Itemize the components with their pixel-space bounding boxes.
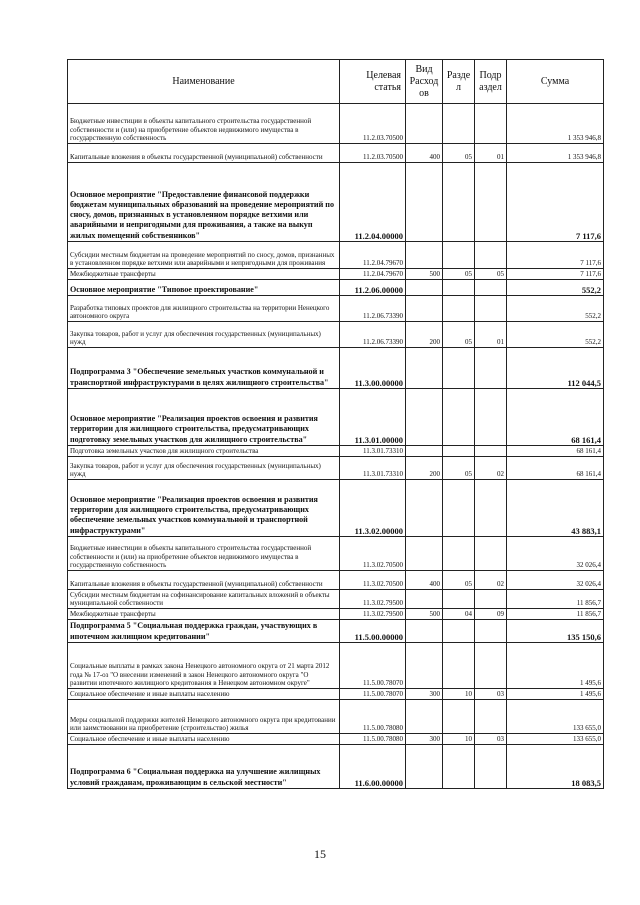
table-row [68,163,604,242]
row-target-article: 11.3.01.00000 [340,389,406,446]
row-sum: 1 495,6 [507,689,604,700]
row-name: Социальные выплаты в рамках закона Ненецкого автономного округа от 21 марта 2012 года № 17-оз "О внесении изменений в закон Ненецкого автономного округа "О развитии ипотечного жилищного кредитования в Ненецком автономном округе" [68,643,340,689]
row-expense-type: 300 [406,689,443,700]
table-row [68,620,604,643]
table-row [68,322,604,348]
row-section: 05 [443,457,475,480]
table-row [68,700,604,734]
row-section [443,745,475,789]
row-target-article: 11.3.02.70500 [340,537,406,571]
row-section: 05 [443,571,475,590]
row-expense-type [406,643,443,689]
row-sum: 68 161,4 [507,389,604,446]
row-sum: 133 655,0 [507,700,604,734]
row-subsection [475,620,507,643]
row-subsection [475,480,507,537]
row-expense-type [406,620,443,643]
row-expense-type [406,348,443,389]
table-row [68,269,604,280]
row-sum: 68 161,4 [507,446,604,457]
row-subsection: 01 [475,322,507,348]
row-subsection [475,163,507,242]
row-expense-type [406,389,443,446]
row-sum: 7 117,6 [507,163,604,242]
row-sum: 32 026,4 [507,537,604,571]
row-name: Закупка товаров, работ и услуг для обеспечения государственных (муниципальных) нужд [68,457,340,480]
row-target-article: 11.3.02.79500 [340,609,406,620]
row-expense-type [406,280,443,296]
row-section: 05 [443,322,475,348]
row-target-article: 11.3.02.00000 [340,480,406,537]
row-sum: 11 856,7 [507,609,604,620]
row-section [443,643,475,689]
row-target-article: 11.2.06.73390 [340,296,406,322]
row-target-article: 11.3.00.00000 [340,348,406,389]
table-row [68,643,604,689]
row-subsection: 03 [475,734,507,745]
row-name: Подпрограмма 6 "Социальная поддержка на улучшение жилищных условий гражданам, проживающим в сельской местности" [68,745,340,789]
row-sum: 552,2 [507,280,604,296]
row-section [443,590,475,609]
row-expense-type [406,104,443,144]
row-expense-type [406,296,443,322]
row-target-article: 11.5.00.78080 [340,700,406,734]
row-subsection [475,389,507,446]
row-name: Основное мероприятие "Реализация проектов освоения и развития территории для жилищного строительства, предусматривающих подготовку земельных участков для жилищного строительства" [68,389,340,446]
row-target-article: 11.2.06.73390 [340,322,406,348]
table-row [68,348,604,389]
table-row [68,144,604,163]
row-subsection: 03 [475,689,507,700]
row-name: Субсидии местным бюджетам на софинансирование капитальных вложений в объекты муниципальной собственности [68,590,340,609]
table-row [68,734,604,745]
header-target-article: Целевая статья [340,60,406,104]
row-subsection [475,242,507,269]
row-expense-type: 200 [406,457,443,480]
table-row [68,590,604,609]
row-expense-type: 400 [406,144,443,163]
table-row [68,537,604,571]
row-sum: 112 044,5 [507,348,604,389]
row-section [443,620,475,643]
row-name: Межбюджетные трансферты [68,609,340,620]
row-name: Основное мероприятие "Реализация проектов освоения и развития территории для жилищного строительства, предусматривающих обеспечение земельных участков коммунальной и транспортной инфраструктурами" [68,480,340,537]
header-row [68,60,604,104]
row-sum: 552,2 [507,296,604,322]
row-expense-type: 400 [406,571,443,590]
row-name: Закупка товаров, работ и услуг для обеспечения государственных (муниципальных) нужд [68,322,340,348]
row-section: 05 [443,269,475,280]
table-row [68,457,604,480]
row-sum: 32 026,4 [507,571,604,590]
row-section [443,296,475,322]
row-subsection [475,348,507,389]
row-name: Подготовка земельных участков для жилищного строительства [68,446,340,457]
row-sum: 7 117,6 [507,242,604,269]
header-sum: Сумма [507,60,604,104]
table-row [68,389,604,446]
row-name: Социальное обеспечение и иные выплаты населению [68,734,340,745]
row-target-article: 11.5.00.78070 [340,643,406,689]
row-section [443,242,475,269]
row-subsection: 02 [475,571,507,590]
row-subsection [475,745,507,789]
row-target-article: 11.3.02.70500 [340,571,406,590]
row-section: 10 [443,734,475,745]
row-name: Бюджетные инвестиции в объекты капитального строительства государственной собственности и (или) на приобретение объектов недвижимого имущества в государственную собственность [68,104,340,144]
row-name: Подпрограмма 3 "Обеспечение земельных участков коммунальной и транспортной инфраструктурами в целях жилищного строительства" [68,348,340,389]
row-sum: 552,2 [507,322,604,348]
table-row [68,480,604,537]
row-expense-type: 500 [406,609,443,620]
row-sum: 7 117,6 [507,269,604,280]
row-subsection [475,280,507,296]
row-target-article: 11.3.01.73310 [340,457,406,480]
row-section [443,537,475,571]
row-subsection [475,537,507,571]
row-section [443,389,475,446]
row-expense-type [406,446,443,457]
row-sum: 133 655,0 [507,734,604,745]
row-expense-type [406,163,443,242]
row-target-article: 11.2.06.00000 [340,280,406,296]
table-row [68,446,604,457]
row-target-article: 11.2.03.70500 [340,104,406,144]
row-name: Основное мероприятие "Типовое проектирование" [68,280,340,296]
row-expense-type [406,242,443,269]
row-target-article: 11.3.01.73310 [340,446,406,457]
row-section: 04 [443,609,475,620]
row-sum: 135 150,6 [507,620,604,643]
row-section [443,700,475,734]
row-section [443,446,475,457]
row-name: Меры социальной поддержки жителей Ненецкого автономного округа при кредитовании или заимствовании на приобретение (строительство) жилья [68,700,340,734]
row-sum: 1 353 946,8 [507,104,604,144]
table-row [68,280,604,296]
row-target-article: 11.2.04.79670 [340,242,406,269]
row-sum: 1 495,6 [507,643,604,689]
row-section [443,163,475,242]
table-row [68,571,604,590]
row-sum: 43 883,1 [507,480,604,537]
row-name: Основное мероприятие "Предоставление финансовой поддержки бюджетам муниципальных образований на проведение мероприятий по сносу, домов, признанных в установленном порядке ветхими или аварийными и непригодными для проживания, а также на выкуп жилых помещений собственников" [68,163,340,242]
row-subsection [475,643,507,689]
row-name: Субсидии местным бюджетам на проведение мероприятий по сносу, домов, признанных в установленном порядке ветхими или аварийными и непригодными для проживания [68,242,340,269]
row-subsection: 01 [475,144,507,163]
table-row [68,296,604,322]
row-subsection: 02 [475,457,507,480]
row-expense-type [406,590,443,609]
row-subsection: 05 [475,269,507,280]
row-sum: 1 353 946,8 [507,144,604,163]
row-target-article: 11.6.00.00000 [340,745,406,789]
row-expense-type: 500 [406,269,443,280]
row-expense-type [406,537,443,571]
row-subsection [475,296,507,322]
table-row [68,104,604,144]
row-subsection [475,446,507,457]
row-target-article: 11.2.04.00000 [340,163,406,242]
header-expense-type: Вид Расход ов [406,60,443,104]
row-expense-type [406,745,443,789]
header-subsection: Подр аздел [475,60,507,104]
row-section [443,348,475,389]
row-target-article: 11.3.02.79500 [340,590,406,609]
row-target-article: 11.2.04.79670 [340,269,406,280]
table-row [68,242,604,269]
row-name: Бюджетные инвестиции в объекты капитального строительства государственной собственности и (или) на приобретение объектов недвижимого имущества в государственную собственность [68,537,340,571]
row-target-article: 11.5.00.78080 [340,734,406,745]
header-name: Наименование [68,60,340,104]
row-target-article: 11.5.00.78070 [340,689,406,700]
row-section [443,280,475,296]
table-row [68,689,604,700]
row-subsection [475,590,507,609]
row-section [443,104,475,144]
table-row [68,745,604,789]
budget-table [67,59,604,789]
row-sum: 68 161,4 [507,457,604,480]
row-target-article: 11.2.03.70500 [340,144,406,163]
row-target-article: 11.5.00.00000 [340,620,406,643]
row-expense-type: 300 [406,734,443,745]
row-section: 10 [443,689,475,700]
header-section: Разде л [443,60,475,104]
table-row [68,609,604,620]
row-name: Капитальные вложения в объекты государственной (муниципальной) собственности [68,144,340,163]
row-expense-type [406,700,443,734]
row-sum: 11 856,7 [507,590,604,609]
row-name: Межбюджетные трансферты [68,269,340,280]
row-name: Разработка типовых проектов для жилищного строительства на территории Ненецкого автономного округа [68,296,340,322]
row-sum: 18 083,5 [507,745,604,789]
page-number: 15 [314,847,326,861]
row-section [443,480,475,537]
row-expense-type: 200 [406,322,443,348]
row-name: Социальное обеспечение и иные выплаты населению [68,689,340,700]
row-subsection [475,700,507,734]
row-name: Капитальные вложения в объекты государственной (муниципальной) собственности [68,571,340,590]
row-expense-type [406,480,443,537]
row-section: 05 [443,144,475,163]
row-subsection [475,104,507,144]
row-subsection: 09 [475,609,507,620]
row-name: Подпрограмма 5 "Социальная поддержка граждан, участвующих в ипотечном жилищном кредитовании" [68,620,340,643]
